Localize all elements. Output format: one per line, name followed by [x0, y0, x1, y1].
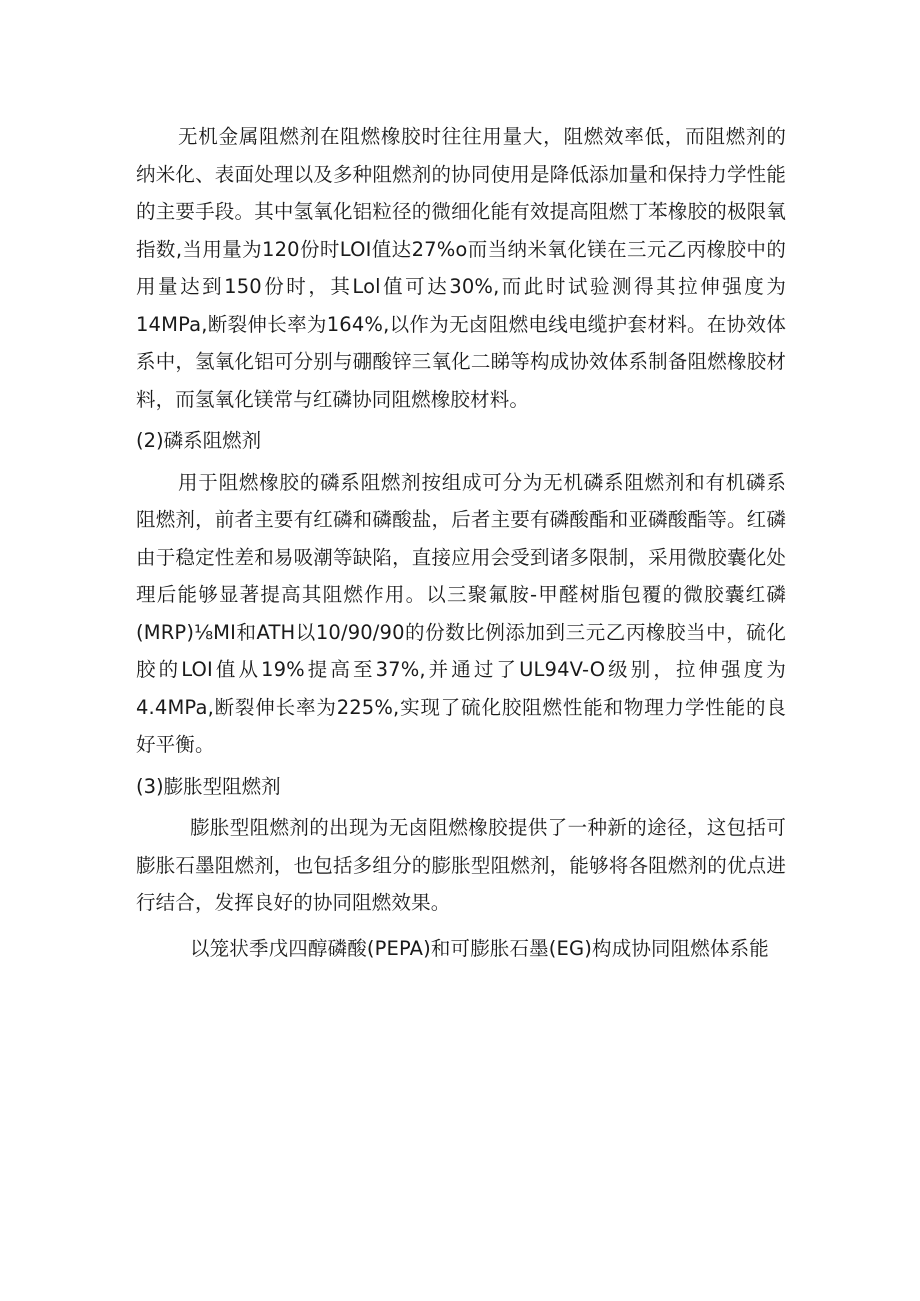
section-heading-phosphorus: (2)磷系阻燃剂	[136, 429, 262, 452]
document-body	[136, 118, 786, 967]
paragraph-intumescent-flame-retardants: 膨胀型阻燃剂的出现为无卤阻燃橡胶提供了一种新的途径，这包括可膨胀石墨阻燃剂，也包括多组分的膨胀型阻燃剂，能够将各阻燃剂的优点进行结合，发挥良好的协同阻燃效果。	[136, 816, 786, 914]
paragraph-phosphorus-flame-retardants: 用于阻燃橡胶的磷系阻燃剂按组成可分为无机磷系阻燃剂和有机磷系阻燃剂，前者主要有红磷和磷酸盐，后者主要有磷酸酯和亚磷酸酯等。红磷由于稳定性差和易吸潮等缺陷，直接应用会受到诸多限制，采用微胶囊化处理后能够显著提高其阻燃作用。以三聚氟胺-甲醛树脂包覆的微胶囊红磷(MRP)⅛MI和ATH以10/90/90的份数比例添加到三元乙丙橡胶当中，硫化胶的LOI值从19%提高至37%,并通过了UL94V-O级别，拉伸强度为4.4MPa,断裂伸长率为225%,实现了硫化胶阻燃性能和物理力学性能的良好平衡。	[136, 470, 786, 756]
paragraph-inorganic-flame-retardants: 无机金属阻燃剂在阻燃橡胶时往往用量大，阻燃效率低，而阻燃剂的纳米化、表面处理以及多种阻燃剂的协同使用是降低添加量和保持力学性能的主要手段。其中氢氧化铝粒径的微细化能有效提高阻燃丁苯橡胶的极限氧指数,当用量为120份时LOI值达27%o而当纳米氧化镁在三元乙丙橡胶中的用量达到150份时，其Lol值可达30%,而此时试验测得其拉伸强度为14MPa,断裂伸长率为164%,以作为无卤阻燃电线电缆护套材料。在协效体系中，氢氧化铝可分别与硼酸锌三氧化二睇等构成协效体系制备阻燃橡胶材料，而氢氧化镁常与红磷协同阻燃橡胶材料。	[136, 125, 786, 411]
paragraph-pepa-eg: 以笼状季戊四醇磷酸(PEPA)和可膨胀石墨(EG)构成协同阻燃体系能	[190, 936, 769, 960]
section-heading-intumescent: (3)膨胀型阻燃剂	[136, 774, 281, 798]
